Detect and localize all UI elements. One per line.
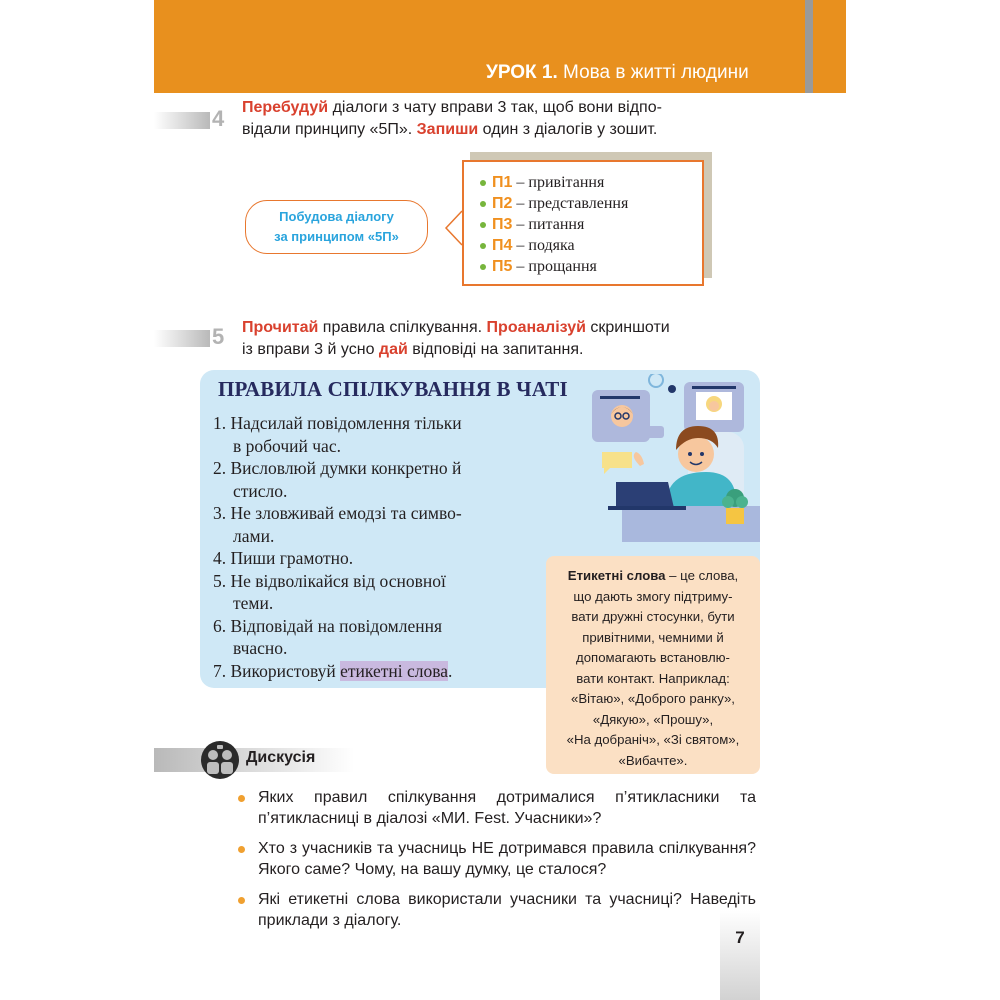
chat-illustration bbox=[588, 374, 760, 542]
callout-pointer-icon bbox=[426, 205, 466, 253]
discussion-title: Дискусія bbox=[246, 749, 316, 766]
rule-line: лами. bbox=[233, 525, 275, 546]
principle-code: П3 bbox=[492, 216, 513, 233]
task-text-segment: відали принципу «5П». bbox=[242, 121, 417, 138]
task-text-segment: один з діалогів у зошит. bbox=[478, 121, 658, 138]
bullet-icon bbox=[480, 222, 486, 228]
principle-label-line-1: Побудова діалогу bbox=[279, 209, 394, 224]
exercise-4-line-1 bbox=[242, 97, 662, 119]
note-line-8: «На добраніч», «Зі святом», bbox=[566, 732, 740, 747]
exercise-4-text bbox=[242, 97, 662, 141]
note-line-6: «Вітаю», «Доброго ранку», bbox=[571, 691, 735, 706]
note-line-7: «Дякую», «Прошу», bbox=[592, 711, 714, 727]
rule-line: 5. Не відволікайся від основної bbox=[213, 570, 446, 591]
rule-line: 1. Надсилай повідомлення тільки bbox=[213, 413, 462, 433]
principle-text: – подяка bbox=[512, 237, 575, 254]
discussion-questions bbox=[236, 788, 756, 941]
bullet-icon bbox=[238, 846, 245, 853]
rule-line: 2. Висловлюй думки конкретно й bbox=[213, 458, 462, 478]
task-verb: Проаналізуй bbox=[486, 319, 586, 336]
lesson-label: УРОК 1. bbox=[486, 62, 558, 83]
rule-line: 4. Пиши грамотно. bbox=[213, 548, 354, 568]
discussion-question bbox=[236, 788, 756, 829]
task-text-segment: правила спілкування. bbox=[318, 319, 487, 336]
exercise-5-bar bbox=[154, 330, 210, 347]
bullet-icon bbox=[238, 795, 245, 802]
rule-line bbox=[213, 660, 533, 683]
bullet-icon bbox=[238, 897, 245, 904]
note-line-4: допомагають встановлю- bbox=[576, 650, 730, 665]
principle-item bbox=[480, 214, 628, 235]
bullet-icon bbox=[480, 243, 486, 249]
task-text-segment: відповіді на запитання. bbox=[407, 341, 584, 358]
rule-last-prefix: 7. Використовуй bbox=[213, 660, 341, 681]
principle-label-line-2: за принципом «5П» bbox=[274, 229, 399, 244]
note-line-5: вати контакт. Наприклад: bbox=[576, 670, 730, 686]
principle-code: П2 bbox=[492, 195, 513, 212]
exercise-5-line-1 bbox=[242, 317, 670, 339]
principle-item bbox=[480, 193, 628, 214]
principle-text: – прощання bbox=[512, 258, 597, 275]
exercise-4-bar bbox=[154, 112, 210, 129]
exercise-5-text bbox=[242, 317, 670, 361]
rule-line: 6. Відповідай на повідомлення bbox=[213, 615, 443, 636]
principle-text: – представлення bbox=[512, 195, 629, 212]
discussion-icon bbox=[200, 740, 240, 780]
exercise-5-line-2 bbox=[242, 339, 670, 361]
page-number: 7 bbox=[735, 928, 745, 947]
rule-line: в робочий час. bbox=[233, 435, 341, 456]
rule-line: 3. Не зловживай емодзі та симво- bbox=[213, 503, 462, 523]
principle-item bbox=[480, 172, 628, 193]
principle-item bbox=[480, 256, 628, 277]
principle-code: П1 bbox=[492, 174, 513, 191]
principle-text: – привітання bbox=[512, 174, 605, 191]
principle-item bbox=[480, 235, 628, 256]
etiquette-words-highlight: етикетні слова bbox=[340, 660, 449, 681]
note-line-1: що дають змогу підтриму- bbox=[573, 588, 733, 604]
question-text: Яких правил спілкування дотрималися п’ятикласники та п’ятикласниці в діалозі «МИ. Fest. Учасники»? bbox=[258, 789, 756, 827]
header-side-stripe bbox=[805, 0, 813, 93]
etiquette-note bbox=[546, 556, 760, 774]
principle-label bbox=[245, 200, 428, 254]
rule-last-suffix: . bbox=[448, 660, 453, 681]
exercise-5-number: 5 bbox=[212, 324, 225, 349]
bullet-icon bbox=[480, 264, 486, 270]
rules-title: ПРАВИЛА СПІЛКУВАННЯ В ЧАТІ bbox=[218, 377, 568, 401]
bullet-icon bbox=[480, 201, 486, 207]
task-verb: дай bbox=[378, 341, 408, 358]
lesson-topic: Мова в житті людини bbox=[563, 62, 749, 83]
task-text-segment: скриншоти bbox=[585, 319, 670, 336]
rule-line: теми. bbox=[233, 593, 274, 613]
question-text: Які етикетні слова використали учасники та учасниці? Наведіть приклади з діалогу. bbox=[258, 891, 756, 929]
task-text-segment: діалоги з чату вправи 3 так, щоб вони відпо- bbox=[328, 99, 662, 116]
note-line-3: привітними, чемними й bbox=[582, 629, 724, 645]
principle-code: П5 bbox=[492, 258, 513, 275]
note-line-2: вати дружні стосунки, бути bbox=[571, 609, 735, 624]
principle-code: П4 bbox=[492, 237, 513, 254]
page-number-tab bbox=[720, 910, 760, 1000]
exercise-4-number: 4 bbox=[212, 106, 225, 131]
discussion-question bbox=[236, 890, 756, 931]
principle-text: – питання bbox=[512, 216, 585, 233]
task-verb: Запиши bbox=[416, 121, 479, 138]
lesson-title bbox=[486, 62, 749, 84]
task-verb: Перебудуй bbox=[242, 99, 329, 116]
rule-line: вчасно. bbox=[233, 638, 288, 658]
rules-list bbox=[213, 412, 533, 682]
rule-line: стисло. bbox=[233, 480, 288, 501]
question-text: Хто з учасників та учасниць НЕ дотримався правила спілкування? Якого саме? Чому, на вашу думку, це сталося? bbox=[258, 840, 756, 878]
note-line-0: – це слова, bbox=[665, 568, 739, 583]
note-line-9: «Вибачте». bbox=[618, 752, 688, 768]
exercise-4-line-2 bbox=[242, 119, 662, 141]
principles-list bbox=[480, 172, 628, 277]
bullet-icon bbox=[480, 180, 486, 186]
discussion-question bbox=[236, 839, 756, 880]
task-text-segment: із вправи 3 й усно bbox=[242, 341, 379, 358]
task-verb: Прочитай bbox=[242, 319, 319, 336]
note-term: Етикетні слова bbox=[567, 568, 666, 583]
